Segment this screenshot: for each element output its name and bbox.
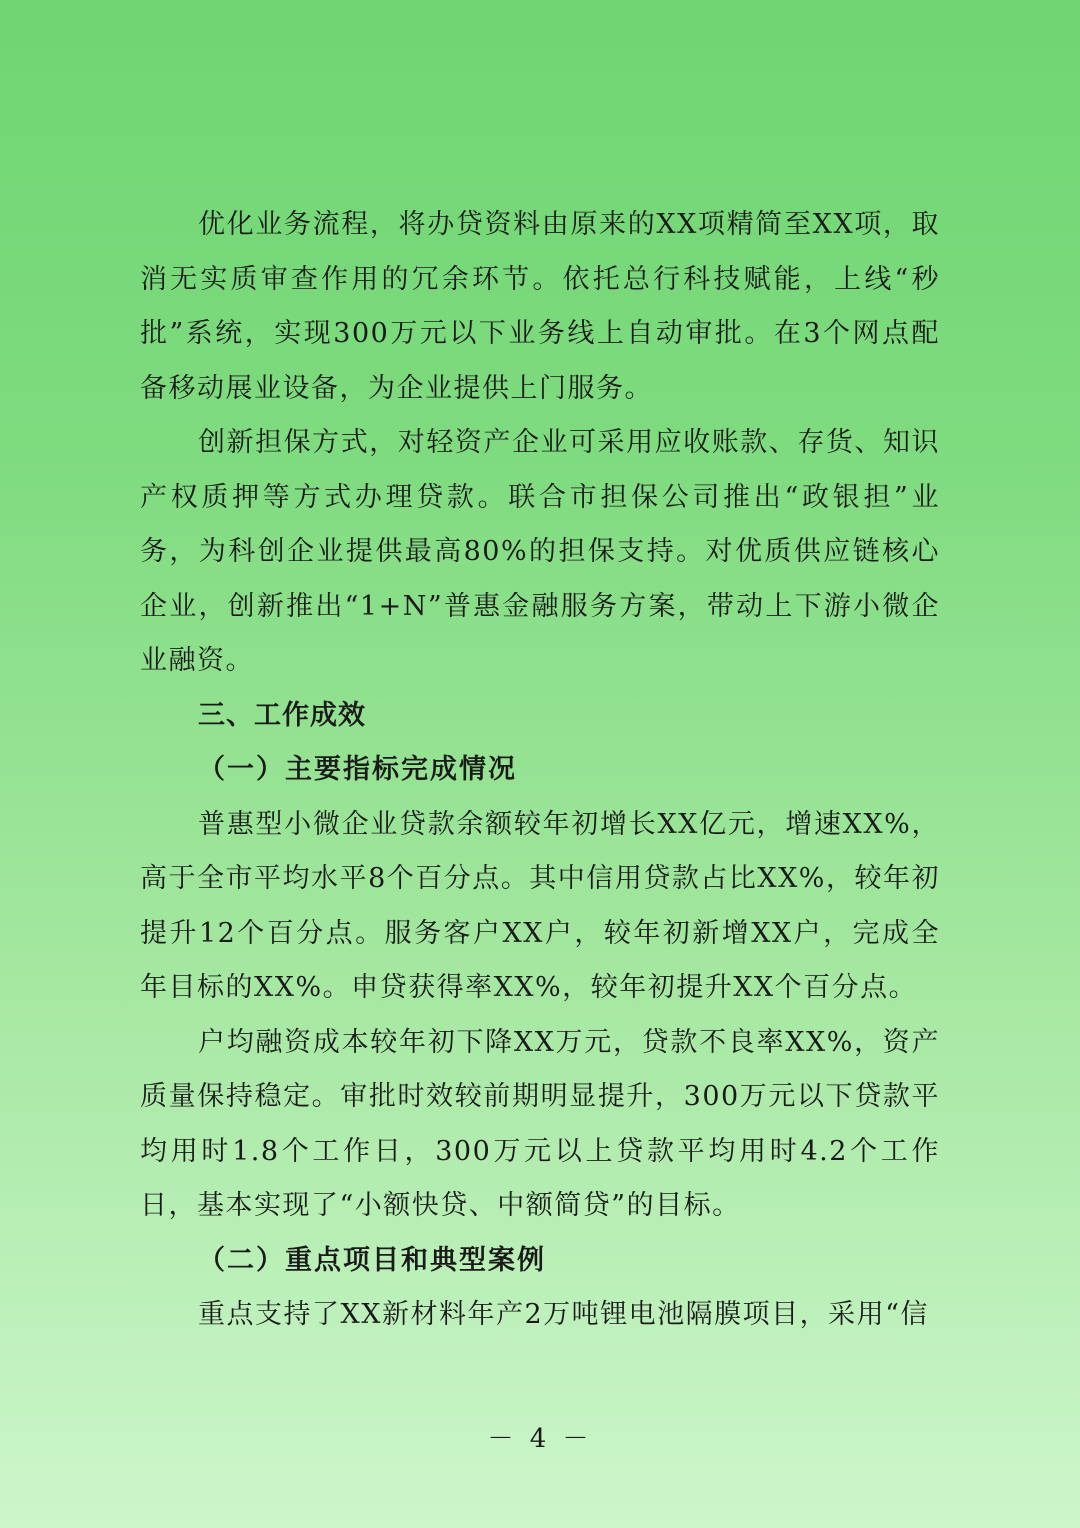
paragraph-guarantee-innovation: 创新担保方式，对轻资产企业可采用应收账款、存货、知识产权质押等方式办理贷款。联合市担保公司推出“政银担”业务，为科创企业提供最高80%的担保支持。对优质供应链核心企业，创新推出“1+N”普惠金融服务方案，带动上下游小微企业融资。 bbox=[140, 427, 940, 676]
section-heading-results: 三、工作成效 bbox=[198, 699, 366, 731]
document-body bbox=[140, 198, 940, 1343]
paragraph-cost-efficiency: 户均融资成本较年初下降XX万元，贷款不良率XX%，资产质量保持稳定。审批时效较前期明显提升，300万元以下贷款平均用时1.8个工作日，300万元以上贷款平均用时4.2个工作日，基本实现了“小额快贷、中额简贷”的目标。 bbox=[140, 1026, 940, 1221]
paragraph-key-project: 重点支持了XX新材料年产2万吨锂电池隔膜项目，采用“信 bbox=[198, 1299, 929, 1330]
page-number: － 4 － bbox=[487, 1424, 593, 1454]
subsection-heading-indicators: （一）主要指标完成情况 bbox=[198, 754, 517, 785]
paragraph-process-optimization: 优化业务流程，将办贷资料由原来的XX项精简至XX项，取消无实质审查作用的冗余环节。依托总行科技赋能，上线“秒批”系统，实现300万元以下业务线上自动审批。在3个网点配备移动展业设备，为企业提供上门服务。 bbox=[140, 209, 940, 404]
subsection-heading-cases: （二）重点项目和典型案例 bbox=[198, 1244, 546, 1276]
paragraph-loan-indicators: 普惠型小微企业贷款余额较年初增长XX亿元，增速XX%，高于全市平均水平8个百分点。其中信用贷款占比XX%，较年初提升12个百分点。服务客户XX户，较年初新增XX户，完成全年目标的XX%。申贷获得率XX%，较年初提升XX个百分点。 bbox=[140, 808, 940, 1003]
